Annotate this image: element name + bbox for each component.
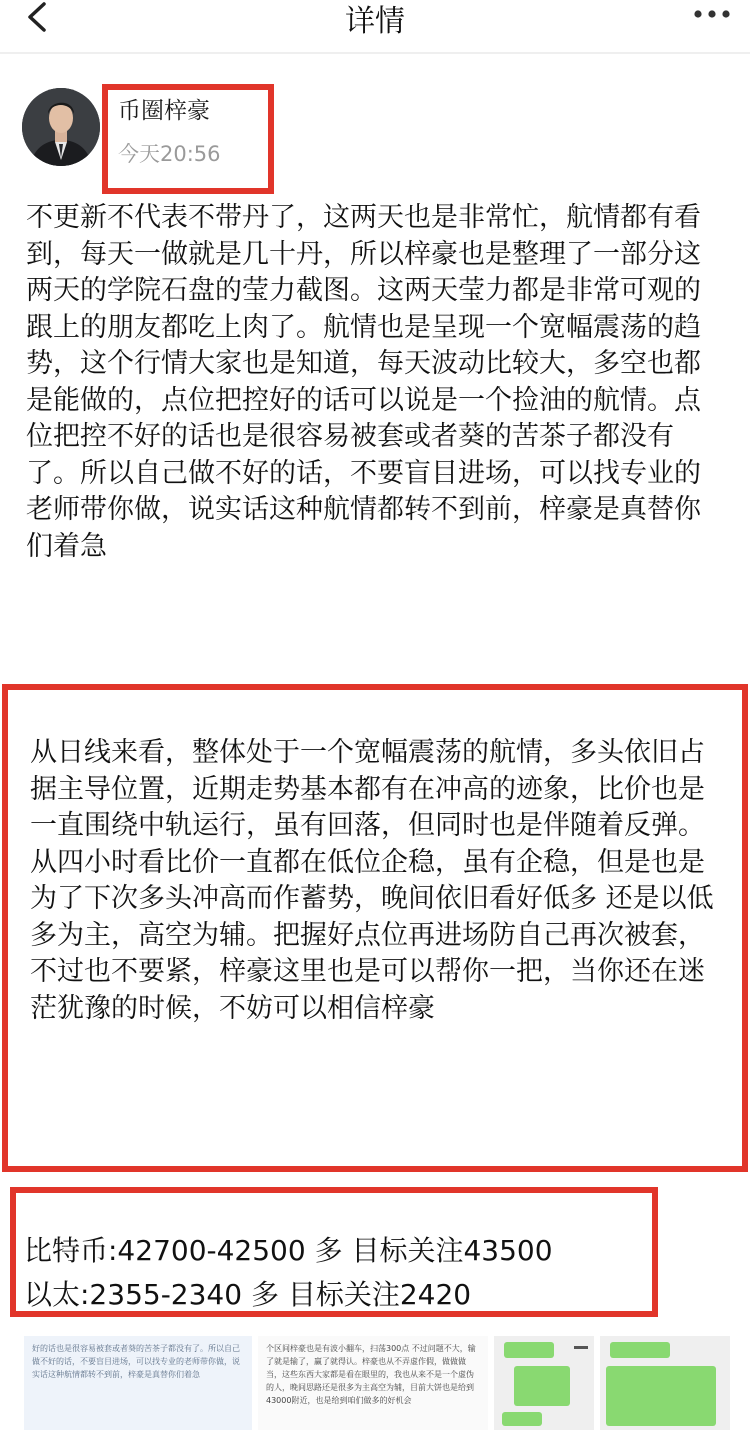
chat-bubble [514,1366,570,1406]
chat-bubble [610,1342,670,1358]
analysis-paragraph: 从日线来看，整体处于一个宽幅震荡的航情，多头依旧占据主导位置，近期走势基本都有在冲高的迹象，比价也是一直围绕中轨运行，虽有回落，但同时也是伴随着反弹。从四小时看比价一直都在低位企稳，虽有企稳，但是也是为了下次多头冲高而作蓄势，晚间依旧看好低多 还是以低多为主，高空为辅。把握好点位再进场防自己再次被套，不过也不要紧，梓豪这里也是可以帮你一把，当你还在迷茫犹豫的时候，不妨可以相信梓豪 [30,737,714,1024]
analysis-highlight-box [2,684,748,1172]
chat-screenshot-thumbnail[interactable] [600,1336,730,1430]
chat-avatar [574,1346,588,1349]
page-title: 详情 [345,4,405,39]
chat-bubble [504,1342,554,1358]
post-time: 今天20:56 [118,142,221,166]
thumbnail-text: 个区间梓豪也是有波小翻车，扫荡300点 不过问题不大，输了就是输了，赢了就得认。梓豪也从不弄虚作假，做做做当，这些东西大家都是看在眼里的，我也从来不是一个虚伪的人，晚间思路还是很多为主高空为辅，目前大饼也是给到43000附近，也是给到咱们做多的好机会 [266,1344,476,1405]
avatar[interactable] [22,88,100,166]
post-paragraph: 不更新不代表不带丹了，这两天也是非常忙，航情都有看到，每天一做就是几十丹，所以梓豪也是整理了一部分这两天的学院石盘的莹力截图。这两天莹力都是非常可观的跟上的朋友都吃上肉了。航情也是呈现一个宽幅震荡的趋势，这个行情大家也是知道，每天波动比较大，多空也都是能做的，点位把控好的话可以说是一个捡油的航情。点位把控不好的话也是很容易被套或者葵的苦茶子都没有了。所以自己做不好的话，不要盲目进场，可以找专业的老师带你做，说实话这种航情都转不到前，梓豪是真替你们着急 [26,202,701,562]
top-nav-bar [0,0,750,40]
chat-bubble [606,1366,716,1426]
screenshot-thumbnail[interactable] [258,1336,488,1430]
more-button[interactable] [692,4,732,24]
avatar-portrait-image [22,88,100,166]
screenshot-thumbnail[interactable] [24,1336,252,1430]
btc-signal: 比特币:42700-42500 多 目标关注43500 [24,1234,553,1267]
chat-screenshot-thumbnail[interactable] [494,1336,594,1430]
author-name[interactable]: 币圈梓豪 [118,98,210,124]
more-dots-icon [692,4,732,24]
thumbnail-text: 好的话也是很容易被套或者葵的苦茶子都没有了。所以自己做不好的话，不要盲目进场，可以找专业的老师带你做，说实话这种航情都转不到前，梓豪是真替你们着急 [32,1344,240,1379]
chat-bubble [502,1412,542,1426]
image-thumbnails [24,1336,730,1430]
header-divider [0,52,750,54]
eth-signal: 以太:2355-2340 多 目标关注2420 [24,1278,472,1311]
